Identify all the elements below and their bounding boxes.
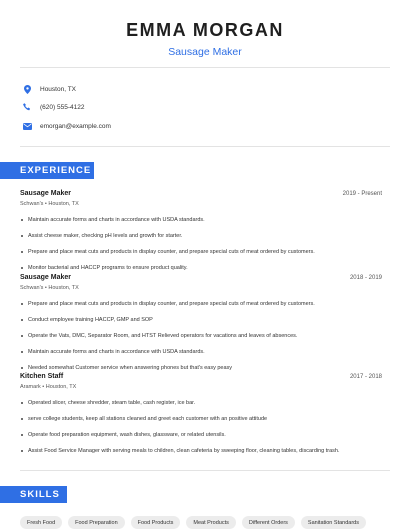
job-entry — [20, 274, 382, 380]
bullet-item: Maintain accurate forms and charts in accordance with USDA standards. — [20, 216, 382, 232]
company-name: Schwan's — [20, 201, 44, 207]
company-name: Aramark — [20, 384, 41, 390]
divider — [20, 146, 390, 147]
company-location: Houston, TX — [48, 201, 79, 207]
skills-list — [20, 516, 366, 529]
bullet-item: Assist Food Service Manager with serving meals to children, clean cafeteria by sweeping floor, cleaning tables, discarding trash. — [20, 447, 382, 463]
job-bullets — [20, 399, 382, 463]
job-dates: 2019 - Present — [342, 191, 382, 197]
job-dates: 2017 - 2018 — [349, 374, 382, 380]
bullet-item: Prepare and place meat cuts and products in display counter, and prepare special cuts of meat ordered by customers. — [20, 248, 382, 264]
divider — [20, 67, 390, 68]
job-title: Sausage Maker — [20, 274, 71, 281]
location-text: Houston, TX — [40, 85, 77, 93]
contact-phone — [20, 101, 84, 113]
job-title: Sausage Maker — [20, 190, 71, 197]
bullet-item: Assist cheese maker, checking pH levels and growth for starter. — [20, 232, 382, 248]
bullet-item: Operated slicer, cheese shredder, steam table, cash register, ice bar. — [20, 399, 382, 415]
email-text[interactable]: emorgan@example.com — [40, 122, 111, 130]
email-icon — [22, 121, 32, 131]
bullet-item: Operate the Vats, DMC, Separator Room, and HTST Relieved operators for vacations and leaves of absences. — [20, 332, 382, 348]
contact-location — [20, 83, 76, 95]
company-location: Houston, TX — [48, 285, 79, 291]
phone-icon — [22, 102, 32, 112]
bullet-item: Conduct employee training HACCP, GMP and SOP — [20, 316, 382, 332]
divider — [20, 470, 390, 471]
phone-text[interactable]: (620) 555-4122 — [40, 103, 85, 111]
job-company-line: Schwan's • Houston, TX — [20, 201, 79, 207]
skill-chip: Fresh Food — [20, 516, 62, 529]
job-company-line: Aramark • Houston, TX — [20, 384, 77, 390]
company-name: Schwan's — [20, 285, 44, 291]
skill-chip: Food Products — [131, 516, 181, 529]
job-dates: 2018 - 2019 — [349, 275, 382, 281]
job-title: Kitchen Staff — [20, 373, 64, 380]
bullet-item: serve college students, keep all stations cleaned and greet each customer with an positive attitude — [20, 415, 382, 431]
skill-chip: Sanitation Standards — [301, 516, 366, 529]
bullet-item: Monitor bacterial and HACCP programs to ensure product quality. — [20, 264, 382, 280]
contact-email — [20, 120, 111, 132]
section-header-experience: EXPERIENCE — [0, 162, 94, 179]
job-entry — [20, 373, 382, 463]
candidate-title: Sausage Maker — [168, 46, 242, 58]
skill-chip: Different Orders — [242, 516, 295, 529]
job-bullets — [20, 216, 382, 280]
bullet-item: Prepare and place meat cuts and products in display counter, and prepare special cuts of meat ordered by customers. — [20, 300, 382, 316]
section-header-skills: SKILLS — [0, 486, 67, 503]
bullet-item: Needed somewhat Customer service when answering phones but that's easy peasy — [20, 364, 382, 380]
company-location: Houston, TX — [45, 384, 77, 390]
job-entry — [20, 190, 382, 280]
job-bullets — [20, 300, 382, 380]
skill-chip: Food Preparation — [68, 516, 125, 529]
job-company-line: Schwan's • Houston, TX — [20, 285, 79, 291]
skill-chip: Meat Products — [186, 516, 235, 529]
bullet-item: Operate food preparation equipment, wash dishes, glassware, or related utensils. — [20, 431, 382, 447]
location-pin-icon — [22, 84, 32, 94]
candidate-name: EMMA MORGAN — [126, 20, 284, 40]
bullet-item: Maintain accurate forms and charts in accordance with USDA standards. — [20, 348, 382, 364]
resume-header — [0, 20, 410, 58]
